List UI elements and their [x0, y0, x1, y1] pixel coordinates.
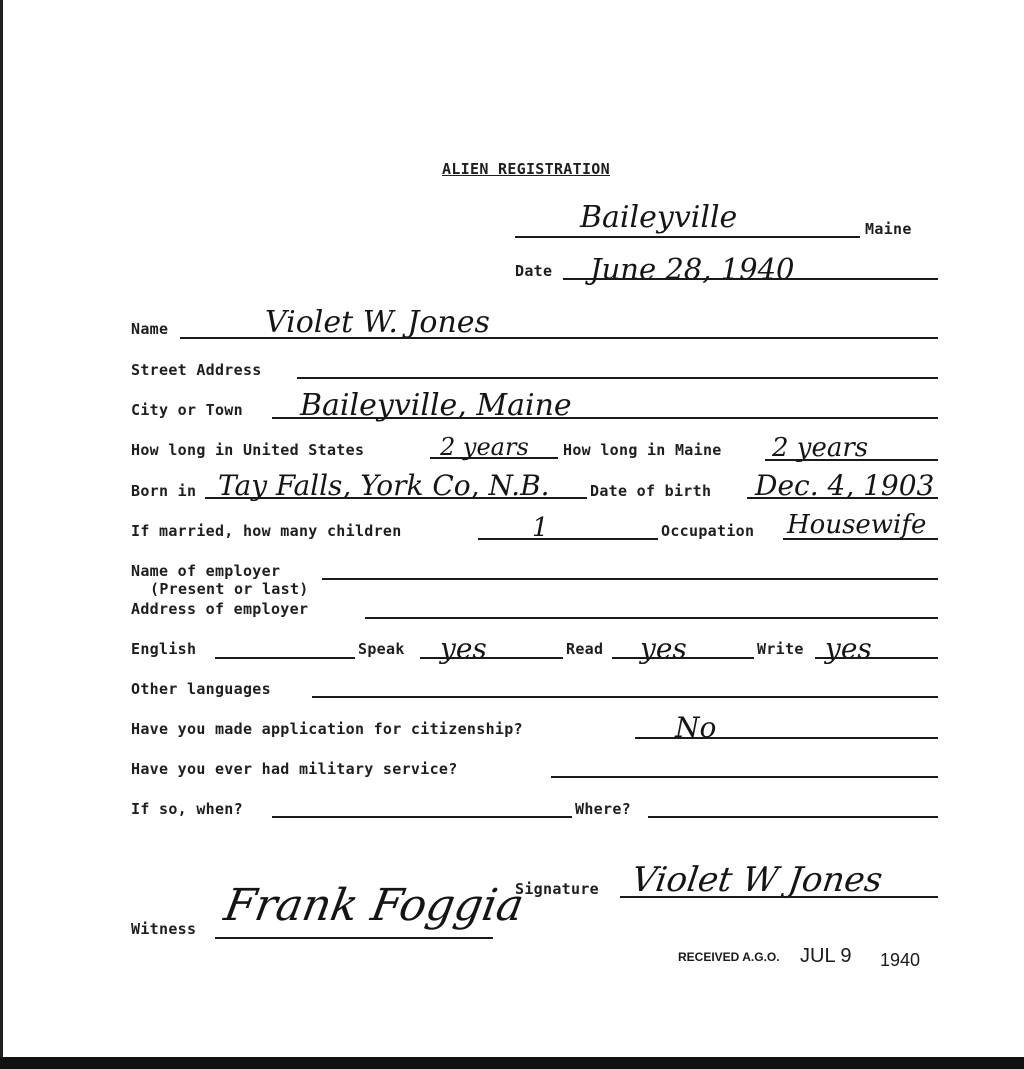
employer-line — [322, 578, 938, 580]
dob-label: Date of birth — [590, 482, 712, 500]
born-label: Born in — [131, 482, 197, 500]
citizenship-label: Have you made application for citizenship? — [131, 720, 523, 738]
born-line — [205, 497, 587, 499]
military-line — [551, 776, 938, 778]
name-label: Name — [131, 320, 169, 338]
write-label: Write — [757, 640, 804, 658]
citizenship-entry: No — [675, 711, 717, 744]
children-line — [478, 538, 658, 540]
employer-address-label: Address of employer — [131, 600, 309, 618]
when-line — [272, 816, 572, 818]
years-us-entry: 2 years — [440, 433, 529, 461]
occupation-line — [783, 538, 938, 540]
city-line — [272, 417, 938, 419]
english-line — [215, 657, 355, 659]
received-stamp-label: RECEIVED A.G.O. — [678, 950, 780, 964]
form-title: ALIEN REGISTRATION — [442, 160, 610, 178]
signature-line — [620, 896, 938, 898]
citizenship-line — [635, 737, 938, 739]
date-entry: June 28, 1940 — [590, 252, 795, 286]
town-entry: Baileyville — [580, 200, 738, 235]
employer-address-line — [365, 617, 938, 619]
state-label: Maine — [865, 220, 912, 238]
scan-edge-left — [0, 0, 3, 1069]
witness-line — [215, 937, 493, 939]
children-entry: 1 — [532, 513, 549, 543]
write-line — [815, 657, 938, 659]
employer-sub-label: (Present or last) — [150, 580, 309, 598]
received-stamp-year: 1940 — [880, 950, 921, 970]
if-so-when-label: If so, when? — [131, 800, 243, 818]
employer-label: Name of employer — [131, 562, 281, 580]
dob-entry: Dec. 4, 1903 — [755, 469, 935, 502]
where-label: Where? — [575, 800, 631, 818]
date-label: Date — [515, 262, 553, 280]
occupation-label: Occupation — [661, 522, 755, 540]
street-line — [297, 377, 938, 379]
read-entry: yes — [640, 632, 687, 665]
where-line — [648, 816, 938, 818]
city-entry: Baileyville, Maine — [300, 388, 572, 423]
english-label: English — [131, 640, 197, 658]
occupation-entry: Housewife — [787, 510, 927, 540]
write-entry: yes — [825, 632, 872, 665]
how-long-maine-label: How long in Maine — [563, 441, 722, 459]
other-languages-line — [312, 696, 938, 698]
scan-edge-bottom — [0, 1057, 1024, 1069]
street-label: Street Address — [131, 361, 262, 379]
witness-label: Witness — [131, 920, 197, 938]
other-languages-label: Other languages — [131, 680, 271, 698]
speak-entry: yes — [440, 632, 487, 665]
children-label: If married, how many children — [131, 522, 402, 540]
signature-entry: Violet W Jones — [629, 860, 885, 900]
speak-label: Speak — [358, 640, 405, 658]
received-stamp-date: JUL 9 — [800, 945, 852, 967]
dob-line — [747, 497, 938, 499]
born-entry: Tay Falls, York Co, N.B. — [218, 469, 550, 502]
years-maine-entry: 2 years — [772, 433, 869, 463]
date-line — [563, 278, 938, 280]
read-label: Read — [566, 640, 604, 658]
witness-entry: Frank Foggia — [220, 880, 528, 931]
speak-line — [420, 657, 563, 659]
town-line — [515, 236, 860, 238]
years-us-line — [430, 457, 558, 459]
years-maine-line — [765, 459, 938, 461]
military-label: Have you ever had military service? — [131, 760, 458, 778]
read-line — [612, 657, 754, 659]
city-label: City or Town — [131, 401, 243, 419]
name-entry: Violet W. Jones — [265, 305, 490, 340]
how-long-us-label: How long in United States — [131, 441, 365, 459]
name-line — [180, 337, 938, 339]
signature-label: Signature — [515, 880, 599, 898]
